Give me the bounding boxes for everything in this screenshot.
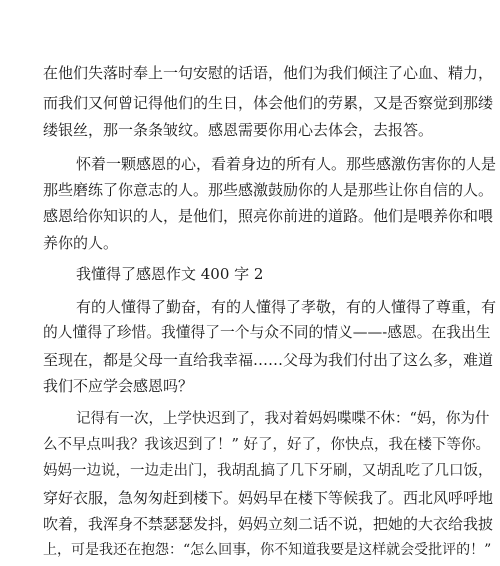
text-line-13: 记得有一次，上学快迟到了，我对着妈妈喋喋不休：“妈，你为什 bbox=[76, 411, 490, 427]
text-line-15: 妈妈一边说，一边走出门，我胡乱搞了几下牙刷，又胡乱吃了几口饭， bbox=[43, 463, 493, 479]
text-line-6: 感恩给你知识的人，是他们，照亮你前进的道路。他们是喂养你和喂 bbox=[43, 207, 494, 225]
text-line-5: 那些磨练了你意志的人。那些感激鼓励你的人是那些让你自信的人。 bbox=[43, 181, 494, 199]
text-line-1: 在他们失落时奉上一句安慰的话语，他们为我们倾注了心血、精力， bbox=[43, 64, 494, 82]
text-line-2: 而我们又何曾记得他们的生日，体会他们的劳累，又是否察觉到那缕 bbox=[43, 94, 494, 112]
text-line-12: 我们不应学会感恩吗？ bbox=[43, 377, 194, 395]
text-line-18: 上，可是我还在抱怨：“怎么回事，你不知道我要是这样就会受批评的！” bbox=[43, 542, 492, 558]
text-line-4: 怀着一颗感恩的心，看着身边的所有人。那些感激伤害你的人是 bbox=[76, 155, 497, 173]
section-heading: 我懂得了感恩作文 400 字 2 bbox=[76, 265, 264, 283]
text-line-3: 缕银丝，那一条条皱纹。感恩需要你用心去体会，去报答。 bbox=[43, 121, 434, 139]
text-line-7: 养你的人。 bbox=[43, 234, 119, 252]
text-line-11: 至现在，都是父母一直给我幸福……父母为我们付出了这么多，难道 bbox=[43, 351, 494, 369]
text-line-16: 穿好衣服，急匆匆赶到楼下。妈妈早在楼下等候我了。西北风呼呼地 bbox=[43, 489, 494, 507]
text-line-10: 的人懂得了珍惜。我懂得了一个与众不同的情义——-感恩。在我出生 bbox=[43, 324, 491, 341]
text-line-9: 有的人懂得了勤奋，有的人懂得了孝敬，有的人懂得了尊重，有 bbox=[76, 298, 497, 316]
text-line-14: 么不早点叫我？我该迟到了！” 好了，好了，你快点，我在楼下等你。 bbox=[43, 437, 491, 453]
text-line-17: 吹着，我浑身不禁瑟瑟发抖，妈妈立刻二话不说，把她的大衣给我披 bbox=[43, 515, 494, 533]
